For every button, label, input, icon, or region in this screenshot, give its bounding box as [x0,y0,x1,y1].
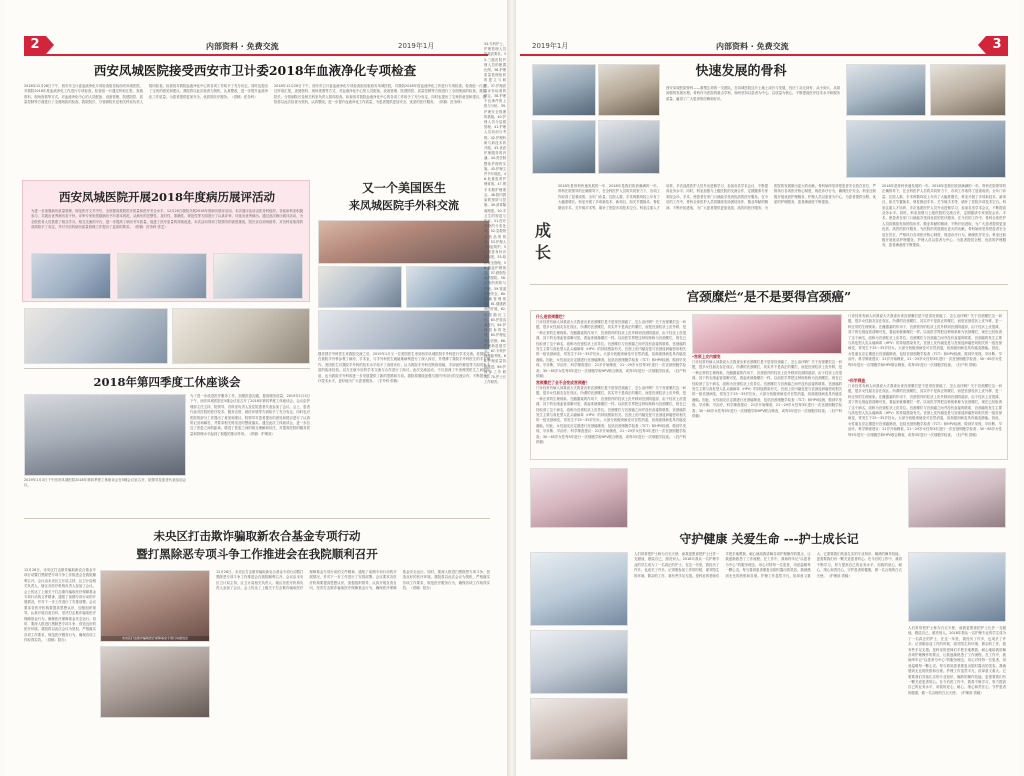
section-side-label: 成长 [534,221,551,262]
divider [24,368,310,369]
medical-record-review-box [22,180,310,302]
subheading: *宫颈上皮内瘤变 [692,354,721,359]
left-page [6,0,508,776]
photo-ortho-exam [598,120,660,174]
article-headline: 西安凤城医院接受西安市卫计委2018年血液净化专项检查 [93,63,417,78]
article-body: 为了进一步改进医疗服务工作，加强医患沟通，提高服务质量，2019年1月3日下午，西安凤城医院在5楼会议室召开了2018年第四季度工休座谈会。会议由护理部主任主持，院领导、各科室负责人及住院患者代表参加了会议。会上，患者代表对医院的医疗技术、服务态度、就医环境等方面给予了充分肯定，同时也对医院的部分工作提出了意见和建议。院领导对患者提出的意见和建议进行了认真的记录和解答，并要求相关科室及时整改落实。通过此次工休座谈会，进一步拉近了医患之间的距离，增进了医患之间的相互理解和信任，对提高医院的服务质量和管理水平起到了积极的推动作用。（供稿：护理部） [190,394,310,436]
fraud-meeting-headline-2: 暨打黑除恶专项斗争工作推进会在我院顺利召开 [136,547,378,561]
photo-surgeon-2 [598,64,660,116]
left-page-header [6,38,508,56]
right-page-header [516,38,1018,56]
header-rule [520,54,1008,56]
article-dialysis-inspection [24,62,486,80]
photo-ortho-surgery [846,120,1006,178]
photo-nurses-1 [530,468,628,528]
photo-surgeon-1 [532,64,596,116]
photo-fraud-meeting-hall [100,646,210,718]
photo-nurse-station [530,630,628,694]
photo-review-meeting [31,253,111,299]
photo-ortho-ward [930,64,1006,116]
divider [530,284,1008,285]
article-headline: 宫颈糜烂“是不是要得宫颈癌” [686,289,852,304]
subheading: *科学筛查 [848,378,866,383]
article-intro: 西安凤城医院骨科——重塑生命的一支团队，在凤城医院这片土地上成长与发展，经历了从无到有、从小到大、从弱到强的发展历程。骨科作为医院的重点学科，始终坚持以患者为中心，以质量为核心，不断提高医疗技术水平和服务质量，赢得了广大患者的信赖和好评。 [666,86,840,101]
cervical-col-2 [692,314,842,458]
photo-surgery [406,266,490,308]
fraud-meeting-headline-1: 未央区打击欺诈骗取新农合基金专项行动 [153,529,361,543]
issue-date: 2019年1月 [532,42,569,50]
center-column [484,42,506,762]
photo-forum-meeting [24,394,186,476]
photo-cervix-illustration [692,314,842,354]
article-body: 2018年12月26日下午，西安市卫计委血液净化专项检查组莅临西安凤城医院，对我院2018年度血液净化工作进行专项检查。检查组一行通过听取汇报、查阅资料、现场查看等方式，对血液净化中心的人员配备、设备管理、院感防控、质量控制等方面进行了全面细致的检查。我院院长、分管副院长及相关科室负责人陪同检查。检查组对我院血液净化中心的各项工作给予了充分肯定，同时也提出了宝贵的意见和建议。我院将以此次检查为契机，认真整改，进一步提升血液净化工作质量，为患者提供更加安全、优质的医疗服务。（供稿：医务科） [24,84,268,105]
photo-nurse-team [530,698,628,760]
photo-case-discussion [318,310,490,350]
article-body-continued: 2018年12月26日下午，西安市卫计委血液净化专项检查组莅临西安凤城医院，对我院2018年度血液净化工作进行专项检查。检查组一行通过听取汇报、查阅资料、现场查看等方式，对血液净化中心的人员配备、设备管理、院感防控、质量控制等方面进行了全面细致的检查。我院院长、分管副院长及相关科室负责人陪同检查。检查组对我院血液净化中心的各项工作给予了充分肯定，同时也提出了宝贵的意见和建议。我院将以此次检查为契机，认真整改，进一步提升血液净化工作质量，为患者提供更加安全、优质的医疗服务。（供稿：医务科） [274,84,486,105]
article-body: 12月28日，未央区打击欺诈骗取新农合基金专项行动暨打黑除恶专项斗争工作推进会在我院顺利召开。会议由未央区卫计局主持，区卫计局相关负责人、辖区各医疗机构负责人参加了会议。会上传达了上级关于打击欺诈骗取医疗保障基金专项行动的文件精神，通报了前期专项行动的开展情况，并对下一步工作进行了安排部署。会议要求各医疗机构要提高思想认识，加强组织领导，认真开展自查自纠，坚决打击欺诈骗取医疗保障基金行为，确保医疗保障基金安全运行。同时，要深入推进扫黑除恶专项斗争，营造良好的医疗环境。我院将以此次会议为契机，严格落实各项工作要求，规范医疗服务行为，确保各项工作取得实效。（供稿：院办） [24,568,96,643]
photo-staff-discussion [117,253,207,299]
photo-fraud-meeting-banner [100,570,210,642]
center-column-text: 34.专科护士、护理管理人员的素质要求。35.三级医院护理人员的配置比例。36.护理质量管理组织的建立与职责。37.护理质量评价标准的制定。38.护理不良事件的上报与分析。39.护理安全管理的措施。40.护理人员分层级管理。41.护理人员培训与考核。42.护理科研与新技术的开展。43.优质护理服务的内涵。44.责任制整体护理的实施。45.护理文件书写规范。46.危重患者护理常规。47.围手术期护理要点。48.院内感染的预防与控制。49.消毒隔离制度。50.手卫生的规范与执行。51.医疗废物的分类处理。52.急救物品药品的管理。53.护理人员职业防护。54.患者身份识别制度。55.给药安全管理。56.输血护理规范。57.跌倒坠床的预防。58.压疮的预防与护理。59.管道护理安全。60.疼痛管理规范。61.健康教育的开展。62.出院随访工作。63.护患沟通技巧。64.护理投诉的处理。65.护理伦理与法律。66.护理新进展学习。67.专科护理技能考核。68.护理质量持续改进。69.护理部工作职责。70.护士长工作职责。 [484,42,506,385]
article-body: 为进一步加强病历质量管理，规范医疗文书书写，全面提高我院医疗质量和医疗安全水平，12月20日我院开展2018年度病历展评活动。本次展评活动由医务科组织，各临床科室积极参与，共展出优秀病历若干份。评审专家组依据病历书写基本规范，从病历的完整性、及时性、准确性、规范性等方面进行了认真评审，评选出优秀病历。通过此次病历展评活动，为全院医务人员搭建了相互学习、相互交流的平台，进一步提高了病历书写质量，促进了医疗质量的持续改进。本次活动得到了院领导的高度重视，院长亲自到场指导，对各科室取得的成绩给予了肯定，并对今后的病历质量管理工作提出了更高的要求。（供稿：医务科 张艺） [31,209,303,230]
article-body: 门诊经常有病人问我说大夫我查出来宫颈糜烂是不是得宫颈癌了，怎么治疗啊？关于宫颈糜烂这一问题，很多女性朋友存在误区。所谓的宫颈糜烂，其实并不是真正的糜烂，而是宫颈柱状上皮外移，是一种正常的生理现象。在雌激素的作用下，宫颈管内的柱状上皮外移到宫颈阴道部，由于柱状上皮很薄，其下的毛细血管清晰可见，看起来就像糜烂一样。以前医学界把这种现象称为宫颈糜烂，现在已经取消了这个病名，改称为宫颈柱状上皮异位。宫颈糜烂与宫颈癌之间并没有直接的联系，宫颈癌的发生主要与高危型人乳头瘤病毒（HPV）的持续感染有关。宫颈上皮内瘤变是与宫颈浸润癌密切相关的一组宫颈病变，常发生于25～35岁妇女。大部分低级别病变可自然消退，但高级别病变具有癌变潜能。因此，女性朋友应定期进行宫颈癌筛查，包括宫颈细胞学检查（TCT）和HPV检测，做到早发现、早诊断、早治疗。科学筛查建议：21岁开始筛查，21～29岁女性每3年进行一次宫颈细胞学检查；30～65岁女性每5年进行一次细胞学和HPV联合筛查，或每3年进行一次细胞学检查。（妇产科 供稿） [536,320,686,379]
article-body: 继美国手外科医生来我院交流之后，2019年1月又一位美国医生来到西安凤城医院手外科进行学术交流。美国医生在我院手外科参观了病房、手术室，与手外科医生就疑难病例进行了深入探讨，并观摩了我院手外科医生的手术操作。美国医生对我院手外科的技术水平给予了高度评价，认为我院手外科在断指再植、手部创伤修复等方面具有丰富的临床经验。双方还就今后的学术交流与合作进行了商讨。此次交流活动，不仅加深了中美两国医生之间的友谊，也为我院手外科的进一步发展提供了新的思路和方向。我院将继续加强与国内外同行的交流合作，不断提升医疗技术水平，更好地为广大患者服务。（手外科 供稿） [318,352,490,384]
photo-record-judging [172,308,310,364]
article-body-continued: 12月28日，未央区打击欺诈骗取新农合基金专项行动暨打黑除恶专项斗争工作推进会在我院顺利召开。会议由未央区卫计局主持，区卫计局相关负责人、辖区各医疗机构负责人参加了会议。会上传达了上级关于打击欺诈骗取医疗保障基金专项行动的文件精神，通报了前期专项行动的开展情况，并对下一步工作进行了安排部署。会议要求各医疗机构要提高思想认识，加强组织领导，认真开展自查自纠，坚决打击欺诈骗取医疗保障基金行为，确保医疗保障基金安全运行。同时，要深入推进扫黑除恶专项斗争，营造良好的医疗环境。我院将以此次会议为契机，严格落实各项工作要求，规范医疗服务行为，确保各项工作取得实效。（供稿：院办） [216,570,490,591]
photo-ortho-team [846,64,926,116]
photo-ward-visit [318,266,402,308]
us-doctor-headline-2: 来凤城医院手外科交流 [349,199,459,212]
photo-caption: 未央区打击欺诈骗取医疗保障基金专项行动推进会 [101,636,209,641]
subheading: 宫颈糜烂了会不会变成宫颈癌？ [536,380,590,385]
photo-us-doctor-group [318,220,490,264]
article-body-continued: 门诊经常有病人问我说大夫我查出来宫颈糜烂是不是得宫颈癌了，怎么治疗啊？关于宫颈糜烂这一问题，很多女性朋友存在误区。所谓的宫颈糜烂，其实并不是真正的糜烂，而是宫颈柱状上皮外移，是一种正常的生理现象。在雌激素的作用下，宫颈管内的柱状上皮外移到宫颈阴道部，由于柱状上皮很薄，其下的毛细血管清晰可见，看起来就像糜烂一样。以前医学界把这种现象称为宫颈糜烂，现在已经取消了这个病名，改称为宫颈柱状上皮异位。宫颈糜烂与宫颈癌之间并没有直接的联系，宫颈癌的发生主要与高危型人乳头瘤病毒（HPV）的持续感染有关。宫颈上皮内瘤变是与宫颈浸润癌密切相关的一组宫颈病变，常发生于25～35岁妇女。大部分低级别病变可自然消退，但高级别病变具有癌变潜能。因此，女性朋友应定期进行宫颈癌筛查，包括宫颈细胞学检查（TCT）和HPV检测，做到早发现、早诊断、早治疗。科学筛查建议：21岁开始筛查，21～29岁女性每3年进行一次宫颈细胞学检查；30～65岁女性每5年进行一次细胞学和HPV联合筛查，或每3年进行一次细胞学检查。（妇产科 供稿） [848,314,1002,367]
article-headline: 快速发展的骨科 [695,64,787,79]
cervical-col-3 [848,314,1002,458]
article-body: 2018年是骨科快速发展的一年，2018年是我们收获满满的一年。骨科在院领导的正确领导下，在全科医护人员的共同努力下，各项工作取得了显著成绩。全年门诊量、住院人数、手术例数均较上年有了大幅度增长。科室开展了多项新技术、新项目，如关节置换术、脊柱微创手术、关节镜手术等，填补了医院多项技术空白。科室注重人才培养，多次选派医护人员外出进修学习，参加各类学术会议，不断提高业务水平。同时，科室加强与上级医院的交流合作，定期邀请专家来院会诊、手术，使患者在家门口就能享受到优质的医疗服务。在今后的工作中，骨科全体医护人员将继续发扬团结协作、敬业奉献的精神，不断开拓进取，为广大患者提供更加优质、高效的医疗服务，为医院的发展做出更大的贡献。骨科始终坚持把患者安全放在首位，严格执行各项医疗核心制度，规范诊疗行为，确保医疗安全。科室还积极开展优质护理服务，护理人员以患者为中心，为患者提供全程、优质的护理服务，患者满意度不断提高。 [558,184,876,210]
issue-date: 2019年1月 [398,42,435,50]
photo-nurses-2 [908,468,1006,528]
right-page [516,0,1018,776]
photo-record-display [24,308,168,364]
subheading: 什么是宫颈糜烂？ [536,314,567,319]
photo-nurse-bedside [530,552,628,626]
publication-title: 内部资料 · 免费交流 [716,42,789,51]
page-number-badge: 3 [986,36,1008,54]
photo-reviewers [213,253,303,299]
header-rule [24,54,488,56]
divider [24,518,490,519]
article-body-continued: 门诊经常有病人问我说大夫我查出来宫颈糜烂是不是得宫颈癌了，怎么治疗啊？关于宫颈糜烂这一问题，很多女性朋友存在误区。所谓的宫颈糜烂，其实并不是真正的糜烂，而是宫颈柱状上皮外移，是一种正常的生理现象。在雌激素的作用下，宫颈管内的柱状上皮外移到宫颈阴道部，由于柱状上皮很薄，其下的毛细血管清晰可见，看起来就像糜烂一样。以前医学界把这种现象称为宫颈糜烂，现在已经取消了这个病名，改称为宫颈柱状上皮异位。宫颈糜烂与宫颈癌之间并没有直接的联系，宫颈癌的发生主要与高危型人乳头瘤病毒（HPV）的持续感染有关。宫颈上皮内瘤变是与宫颈浸润癌密切相关的一组宫颈病变，常发生于25～35岁妇女。大部分低级别病变可自然消退，但高级别病变具有癌变潜能。因此，女性朋友应定期进行宫颈癌筛查，包括宫颈细胞学检查（TCT）和HPV检测，做到早发现、早诊断、早治疗。科学筛查建议：21岁开始筛查，21～29岁女性每3年进行一次宫颈细胞学检查；30～65岁女性每5年进行一次细胞学和HPV联合筛查，或每3年进行一次细胞学检查。（妇产科 供稿） [848,384,1002,437]
us-doctor-headline-1: 又一个美国医生 [361,181,446,195]
cervical-col-1 [536,314,686,458]
article-body-continued: 人们常常把护士称为白衣天使，而我更愿意把护士比作一支蜡烛，燃烧自己，照亮别人。2018年我从一名护理专业的学生成为了一名真正的护士，在这一年里，我经历了许多，也成长了许多。记得刚参加工作的时候，面对陌生的环境、繁杂的工作，我有些手足无措。是科室的老师们手把手地教我，耐心地给我讲解各项护理操作的要点，让我逐渐熟悉了工作流程。在工作中，我始终牢记“以患者为中心”的服务理念，用心对待每一位患者，用爱温暖每一颗心灵。每当看到患者康复出院时露出的笑容，我就感到无比的欣慰和自豪。护理工作虽然平凡，但却意义重大。它需要我们具备扎实的专业知识、娴熟的操作技能，更需要我们有一颗关爱患者的心。在今后的工作中，我将不断学习，努力提高自己的业务水平，用我的爱心、耐心、细心和责任心，守护患者的健康，做一名合格的白衣天使。（护理部 供稿） [908,626,1006,695]
photo-caption: 2019年1月3日下午西安凤城医院2018年第四季度工休座谈会在5楼会议室召开，院领导及患者代表参加会议。 [24,478,186,488]
article-body: 人们常常把护士称为白衣天使，而我更愿意把护士比作一支蜡烛，燃烧自己，照亮别人。2018年我从一名护理专业的学生成为了一名真正的护士，在这一年里，我经历了许多，也成长了许多。记得刚参加工作的时候，面对陌生的环境、繁杂的工作，我有些手足无措。是科室的老师们手把手地教我，耐心地给我讲解各项护理操作的要点，让我逐渐熟悉了工作流程。在工作中，我始终牢记“以患者为中心”的服务理念，用心对待每一位患者，用爱温暖每一颗心灵。每当看到患者康复出院时露出的笑容，我就感到无比的欣慰和自豪。护理工作虽然平凡，但却意义重大。它需要我们具备扎实的专业知识、娴熟的操作技能，更需要我们有一颗关爱患者的心。在今后的工作中，我将不断学习，努力提高自己的业务水平，用我的爱心、耐心、细心和责任心，守护患者的健康，做一名合格的白衣天使。（护理部 供稿） [634,552,902,578]
publication-title: 内部资料 · 免费交流 [206,42,279,51]
article-body-continued: 门诊经常有病人问我说大夫我查出来宫颈糜烂是不是得宫颈癌了，怎么治疗啊？关于宫颈糜烂这一问题，很多女性朋友存在误区。所谓的宫颈糜烂，其实并不是真正的糜烂，而是宫颈柱状上皮外移，是一种正常的生理现象。在雌激素的作用下，宫颈管内的柱状上皮外移到宫颈阴道部，由于柱状上皮很薄，其下的毛细血管清晰可见，看起来就像糜烂一样。以前医学界把这种现象称为宫颈糜烂，现在已经取消了这个病名，改称为宫颈柱状上皮异位。宫颈糜烂与宫颈癌之间并没有直接的联系，宫颈癌的发生主要与高危型人乳头瘤病毒（HPV）的持续感染有关。宫颈上皮内瘤变是与宫颈浸润癌密切相关的一组宫颈病变，常发生于25～35岁妇女。大部分低级别病变可自然消退，但高级别病变具有癌变潜能。因此，女性朋友应定期进行宫颈癌筛查，包括宫颈细胞学检查（TCT）和HPV检测，做到早发现、早诊断、早治疗。科学筛查建议：21岁开始筛查，21～29岁女性每3年进行一次宫颈细胞学检查；30～65岁女性每5年进行一次细胞学和HPV联合筛查，或每3年进行一次细胞学检查。（妇产科 供稿） [536,386,686,445]
page-number-badge: 2 [24,36,46,54]
article-body-continued: 2018年是骨科快速发展的一年，2018年是我们收获满满的一年。骨科在院领导的正确领导下，在全科医护人员的共同努力下，各项工作取得了显著成绩。全年门诊量、住院人数、手术例数均较上年有了大幅度增长。科室开展了多项新技术、新项目，如关节置换术、脊柱微创手术、关节镜手术等，填补了医院多项技术空白。科室注重人才培养，多次选派医护人员外出进修学习，参加各类学术会议，不断提高业务水平。同时，科室加强与上级医院的交流合作，定期邀请专家来院会诊、手术，使患者在家门口就能享受到优质的医疗服务。在今后的工作中，骨科全体医护人员将继续发扬团结协作、敬业奉献的精神，不断开拓进取，为广大患者提供更加优质、高效的医疗服务，为医院的发展做出更大的贡献。骨科始终坚持把患者安全放在首位，严格执行各项医疗核心制度，规范诊疗行为，确保医疗安全。科室还积极开展优质护理服务，护理人员以患者为中心，为患者提供全程、优质的护理服务，患者满意度不断提高。 [882,184,1006,248]
photo-nurse-care [908,552,1006,622]
article-headline: 守护健康 关爱生命 ---护士成长记 [679,532,859,546]
photo-ortho-clinic [532,120,596,174]
article-headline: 2018年第四季度工休座谈会 [93,375,241,389]
article-body-continued: 门诊经常有病人问我说大夫我查出来宫颈糜烂是不是得宫颈癌了，怎么治疗啊？关于宫颈糜烂这一问题，很多女性朋友存在误区。所谓的宫颈糜烂，其实并不是真正的糜烂，而是宫颈柱状上皮外移，是一种正常的生理现象。在雌激素的作用下，宫颈管内的柱状上皮外移到宫颈阴道部，由于柱状上皮很薄，其下的毛细血管清晰可见，看起来就像糜烂一样。以前医学界把这种现象称为宫颈糜烂，现在已经取消了这个病名，改称为宫颈柱状上皮异位。宫颈糜烂与宫颈癌之间并没有直接的联系，宫颈癌的发生主要与高危型人乳头瘤病毒（HPV）的持续感染有关。宫颈上皮内瘤变是与宫颈浸润癌密切相关的一组宫颈病变，常发生于25～35岁妇女。大部分低级别病变可自然消退，但高级别病变具有癌变潜能。因此，女性朋友应定期进行宫颈癌筛查，包括宫颈细胞学检查（TCT）和HPV检测，做到早发现、早诊断、早治疗。科学筛查建议：21岁开始筛查，21～29岁女性每3年进行一次宫颈细胞学检查；30～65岁女性每5年进行一次细胞学和HPV联合筛查，或每3年进行一次细胞学检查。（妇产科 供稿） [692,360,842,419]
article-headline: 西安凤城医院开展2018年度病历展评活动 [58,190,275,204]
